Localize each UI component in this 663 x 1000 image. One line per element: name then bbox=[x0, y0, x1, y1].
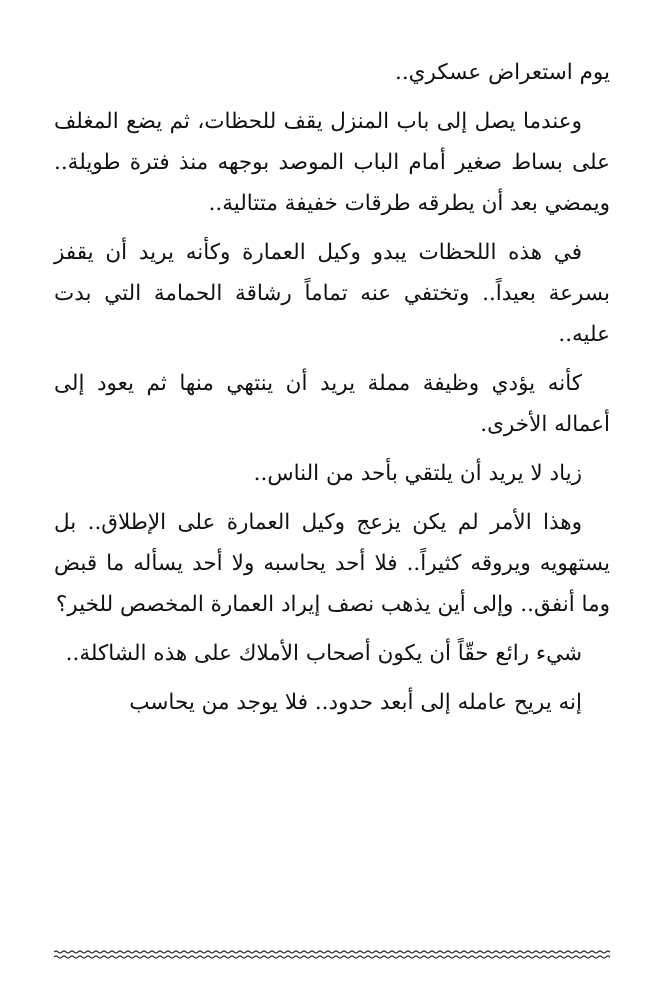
paragraph-5: زياد لا يريد أن يلتقي بأحد من الناس.. bbox=[253, 461, 582, 486]
paragraph-6: وهذا الأمر لم يكن يزعج وكيل العمارة على الإطلاق.. بل يستهويه ويروقه كثيراً.. فلا أحد يحاسبه ولا أحد يسأله ما قبض وما أنفق.. وإلى أين يذهب نصف إيراد العمارة المخصص للخير؟ bbox=[54, 510, 610, 617]
wavy-page-divider bbox=[54, 948, 610, 962]
paragraph-3: في هذه اللحظات يبدو وكيل العمارة وكأنه يريد أن يقفز بسرعة بعيداً.. وتختفي عنه تماماً رشاقة الحمامة التي بدت عليه.. bbox=[54, 240, 610, 347]
page-body bbox=[54, 52, 610, 731]
paragraph-7: شيء رائع حقّاً أن يكون أصحاب الأملاك على هذه الشاكلة.. bbox=[65, 641, 582, 666]
paragraph-8: إنه يريح عامله إلى أبعد حدود.. فلا يوجد من يحاسب bbox=[129, 690, 582, 715]
paragraph-1: يوم استعراض عسكري.. bbox=[395, 60, 610, 85]
paragraph-2: وعندما يصل إلى باب المنزل يقف للحظات، ثم يضع المغلف على بساط صغير أمام الباب الموصد بوجهه منذ فترة طويلة.. ويمضي بعد أن يطرقه طرقات خفيفة متتالية.. bbox=[54, 109, 610, 216]
paragraph-4: كأنه يؤدي وظيفة مملة يريد أن ينتهي منها ثم يعود إلى أعماله الأخرى. bbox=[54, 371, 610, 437]
